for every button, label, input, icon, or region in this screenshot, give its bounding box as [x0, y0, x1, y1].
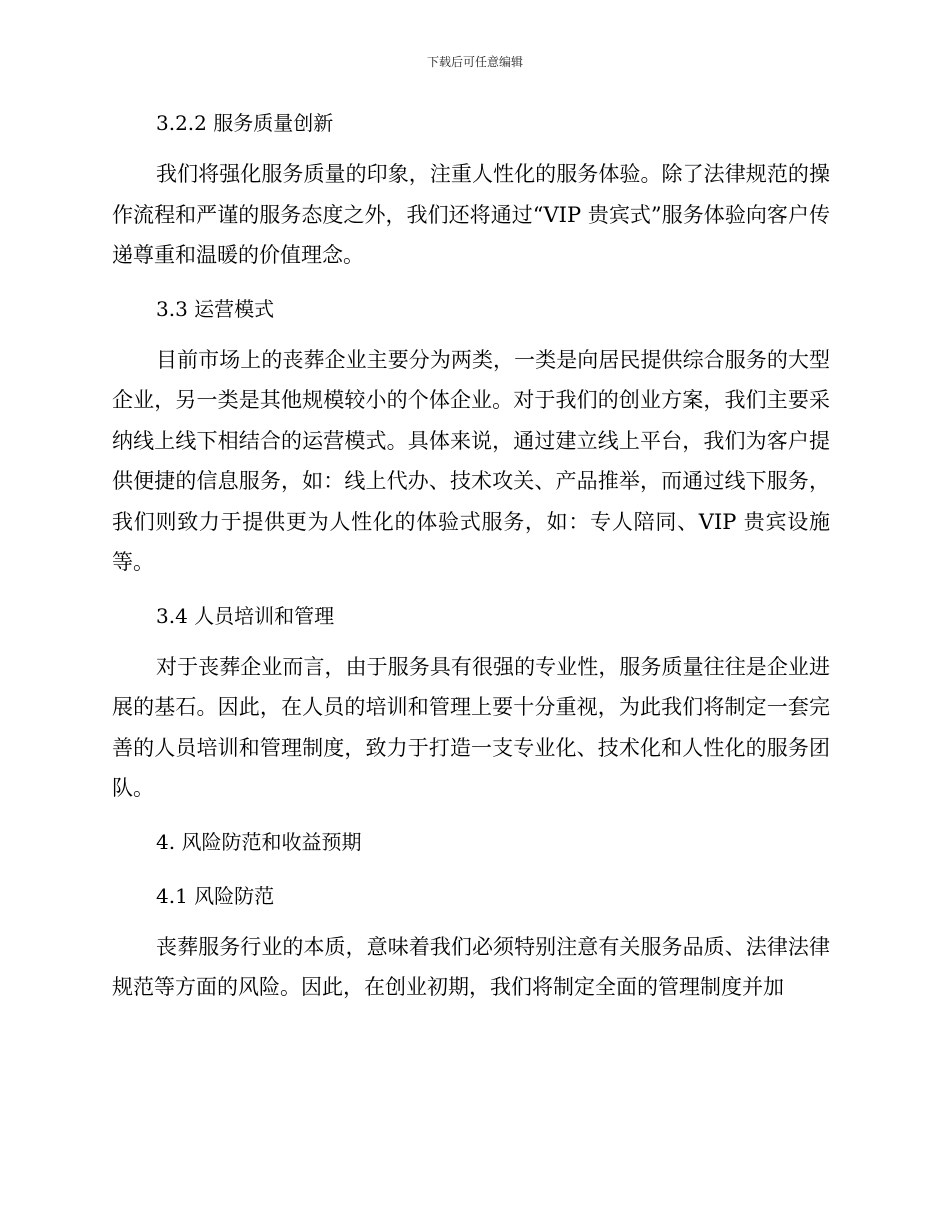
section-heading: 3.4 人员培训和管理 [156, 603, 335, 628]
chapter-heading: 4. 风险防范和收益预期 [156, 829, 362, 854]
section-heading: 3.3 运营模式 [156, 296, 275, 321]
section-paragraph: 我们将强化服务质量的印象，注重人性化的服务体验。除了法律规范的操作流程和严谨的服务态度之外，我们还将通过“VIP 贵宾式”服务体验向客户传递尊重和温暖的价值理念。 [112, 162, 830, 267]
page-header: 下载后可任意编辑 [426, 55, 523, 69]
section-heading: 4.1 风险防范 [156, 883, 275, 908]
document-body [112, 107, 830, 1008]
section-paragraph: 目前市场上的丧葬企业主要分为两类，一类是向居民提供综合服务的大型企业，另一类是其他规模较小的个体企业。对于我们的创业方案，我们主要采纳线上线下相结合的运营模式。具体来说，通过建立线上平台，我们为客户提供便捷的信息服务，如：线上代办、技术攻关、产品推举，而通过线下服务，我们则致力于提供更为人性化的体验式服务，如：专人陪同、VIP 贵宾设施等。 [112, 347, 830, 574]
section-paragraph: 对于丧葬企业而言，由于服务具有很强的专业性，服务质量往往是企业进展的基石。因此，在人员的培训和管理上要十分重视，为此我们将制定一套完善的人员培训和管理制度，致力于打造一支专业化、技术化和人性化的服务团队。 [112, 654, 830, 800]
section-paragraph: 丧葬服务行业的本质，意味着我们必须特别注意有关服务品质、法律法律规范等方面的风险。因此，在创业初期，我们将制定全面的管理制度并加 [112, 934, 830, 999]
section-heading: 3.2.2 服务质量创新 [156, 111, 334, 135]
